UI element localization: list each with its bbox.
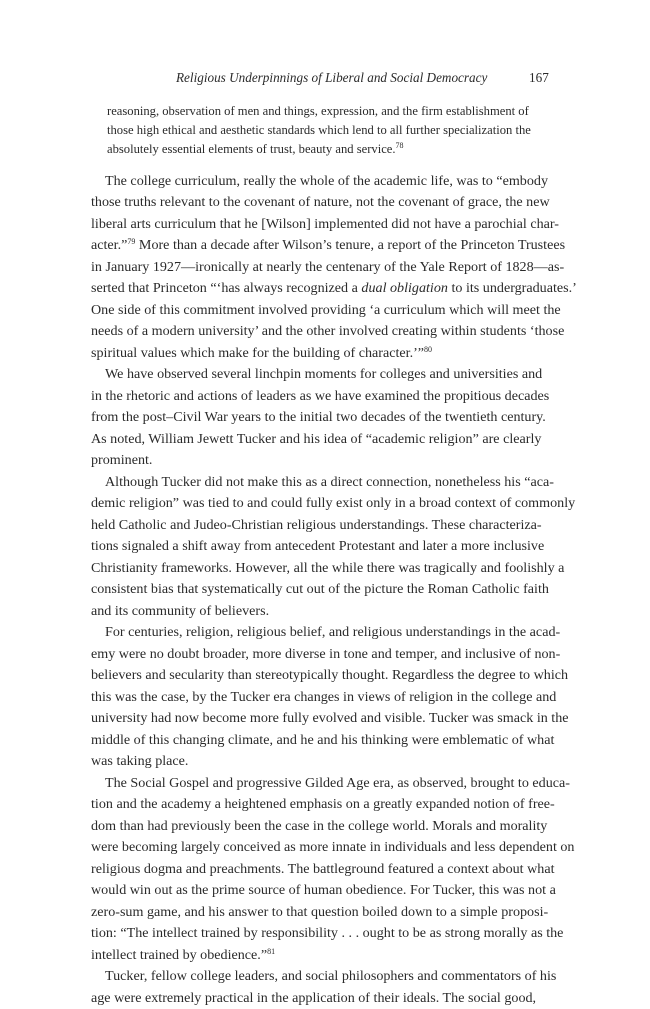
text-line: tion and the academy a heightened emphasis on a greatly expanded notion of free-	[91, 796, 555, 813]
text-line: religious dogma and preachments. The battleground featured a context about what	[91, 860, 555, 877]
footnote-ref-81: 81	[267, 946, 276, 956]
footnote-ref-79: 79	[127, 237, 136, 247]
text-line: dom than had previously been the case in the college world. Morals and morality	[91, 817, 548, 834]
text-line: from the post–Civil War years to the initial two decades of the twentieth century.	[91, 409, 546, 426]
text-line: and its community of believers.	[91, 602, 270, 619]
text-line: emy were no doubt broader, more diverse in tone and temper, and inclusive of non-	[91, 645, 561, 662]
text-line: We have observed several linchpin moments for colleges and universities and	[105, 366, 543, 383]
text-line: was taking place.	[91, 753, 189, 770]
text-line: Tucker, fellow college leaders, and social philosophers and commentators of his	[105, 968, 557, 985]
emphasis-text: dual obligation	[361, 280, 448, 297]
text-line: Christianity frameworks. However, all the while there was tragically and foolishly a	[91, 559, 565, 576]
text-line: university had now become more fully evolved and visible. Tucker was smack in the	[91, 710, 569, 727]
text-line: tions signaled a shift away from antecedent Protestant and later a more inclusive	[91, 538, 545, 555]
block-quote	[107, 102, 568, 160]
text-line: middle of this changing climate, and he and his thinking were emblematic of what	[91, 731, 555, 748]
text-line: those truths relevant to the covenant of nature, not the covenant of grace, the new	[91, 194, 550, 211]
text-line: The Social Gospel and progressive Gilded Age era, as observed, brought to educa-	[105, 774, 570, 791]
text-line: The college curriculum, really the whole of the academic life, was to “embody	[105, 172, 548, 189]
text-line: Although Tucker did not make this as a direct connection, nonetheless his “aca-	[105, 473, 554, 490]
text-line: For centuries, religion, religious belief, and religious understandings in the acad-	[105, 624, 561, 641]
quote-line: those high ethical and aesthetic standards which lend to all further specialization the	[107, 123, 531, 138]
text-line: demic religion” was tied to and could fully exist only in a broad context of commonly	[91, 495, 576, 512]
text-line: consistent bias that systematically cut out of the picture the Roman Catholic faith	[91, 581, 549, 598]
text-line: held Catholic and Judeo-Christian religious understandings. These characteriza-	[91, 516, 542, 533]
running-title: Religious Underpinnings of Liberal and Social Democracy	[176, 70, 488, 85]
running-head	[0, 68, 650, 88]
quote-line: reasoning, observation of men and things, expression, and the firm establishment of	[107, 104, 529, 118]
page-number: 167	[529, 70, 549, 85]
text-line: would win out as the prime source of human obedience. For Tucker, this was not a	[91, 882, 556, 899]
text-line: prominent.	[91, 452, 153, 469]
text-line: One side of this commitment involved providing ‘a curriculum which will meet the	[91, 301, 561, 318]
text-line: serted that Princeton “‘has always recognized a dual obligation to its undergraduates.’	[91, 280, 577, 297]
text-line: in the rhetoric and actions of leaders as we have examined the propitious decades	[91, 387, 550, 404]
footnote-ref-80: 80	[424, 344, 433, 354]
text-line: in January 1927—ironically at nearly the centenary of the Yale Report of 1828—as-	[91, 258, 565, 275]
text-line: this was the case, by the Tucker era changes in views of religion in the college and	[91, 688, 557, 705]
text-line: liberal arts curriculum that he [Wilson] implemented did not have a parochial char-	[91, 215, 559, 232]
text-line: age were extremely practical in the application of their ideals. The social good,	[91, 989, 537, 1006]
paragraphs	[91, 171, 580, 1009]
text-line: tion: “The intellect trained by responsibility . . . ought to be as strong morally as the	[91, 925, 564, 942]
body-text	[91, 102, 580, 1009]
text-line: spiritual values which make for the building of character.’”$^{80}$	[91, 344, 433, 361]
text-line: were becoming largely conceived as more innate in individuals and less dependent on	[91, 839, 575, 856]
text-line: As noted, William Jewett Tucker and his idea of “academic religion” are clearly	[91, 430, 542, 447]
text-line: needs of a modern university’ and the other involved creating within students ‘those	[91, 323, 565, 340]
text-line: intellect trained by obedience.”$^{81}$	[91, 946, 276, 963]
text-line: acter.”$^{79}$ More than a decade after Wilson’s tenure, a report of the Princeton Trustees	[91, 237, 566, 254]
text-line: believers and secularity than stereotypically thought. Regardless the degree to which	[91, 667, 569, 684]
footnote-ref-78: 78	[395, 141, 404, 151]
quote-line: absolutely essential elements of trust, beauty and service.$^{78}$	[107, 141, 404, 157]
text-line: zero-sum game, and his answer to that question boiled down to a simple proposi-	[91, 903, 549, 920]
